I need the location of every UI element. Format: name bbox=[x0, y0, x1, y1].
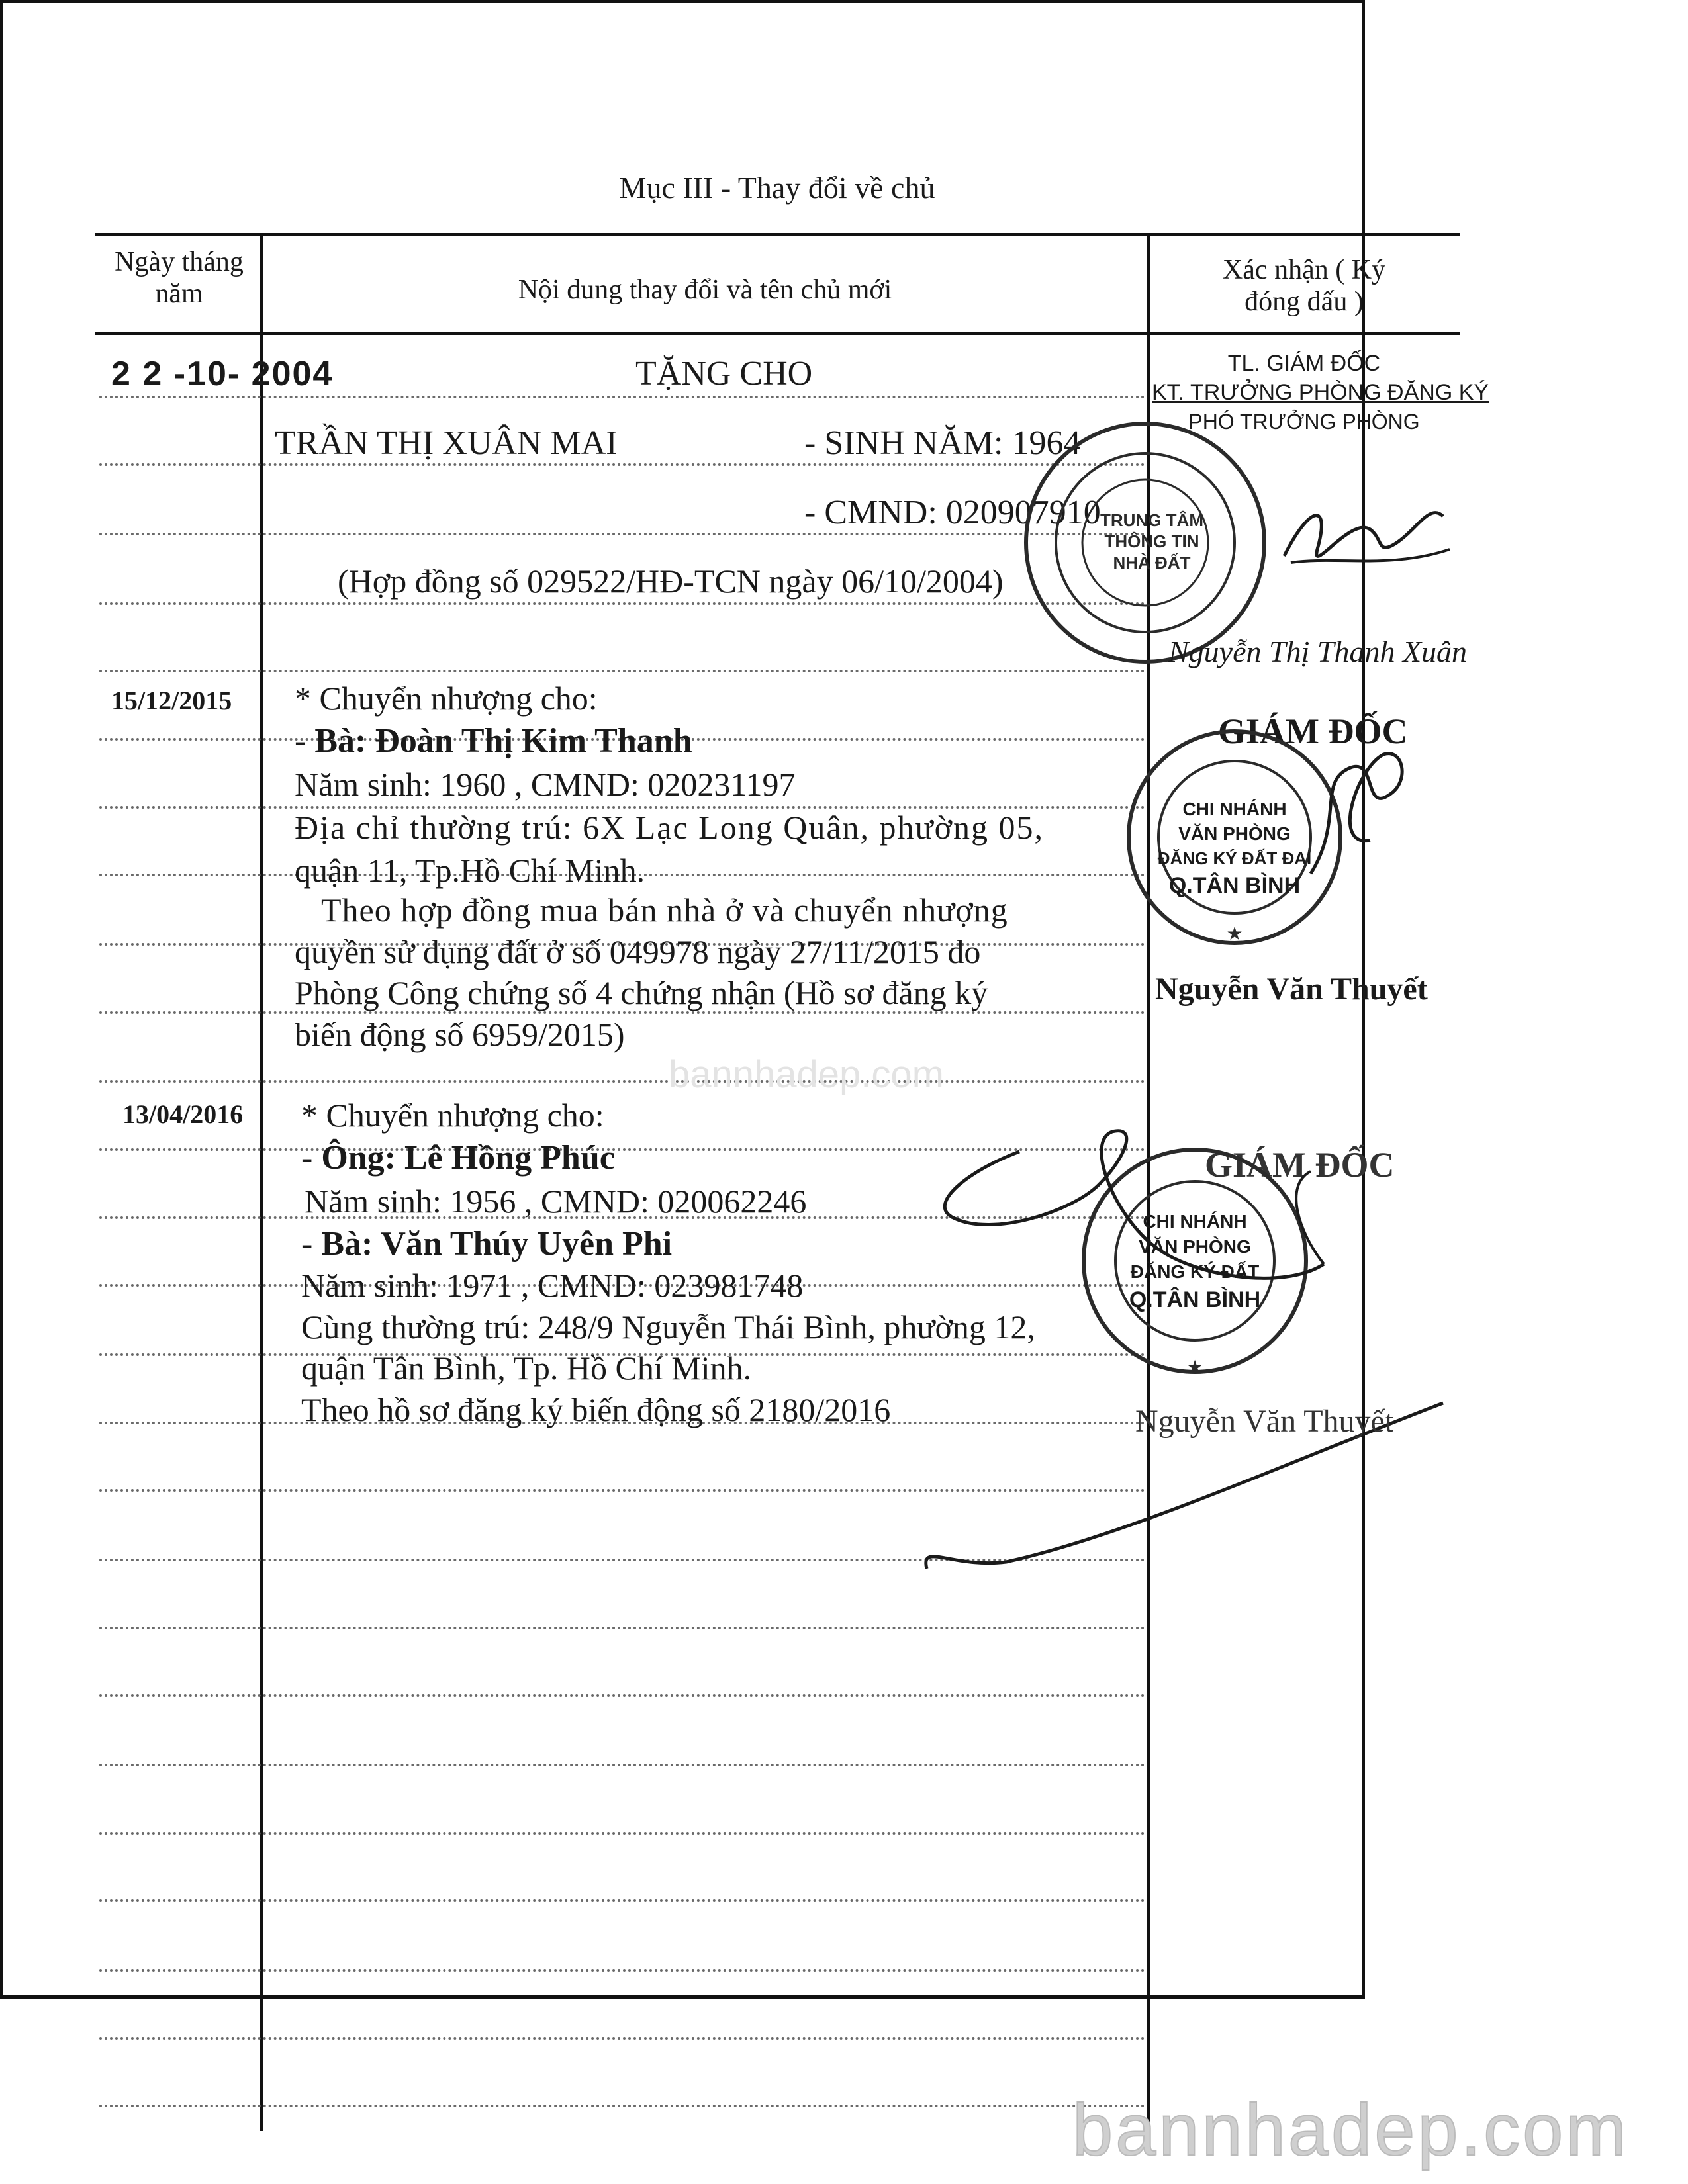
header-content: Nội dung thay đổi và tên chủ mới bbox=[518, 275, 892, 305]
sign-title-2: KT. TRƯỞNG PHÒNG ĐĂNG KÝ bbox=[1152, 380, 1489, 405]
signature-icon bbox=[1271, 477, 1456, 596]
entry-line-3: Năm sinh: 1956 , CMND: 020062246 bbox=[305, 1183, 807, 1220]
header-divider bbox=[95, 332, 1460, 335]
header-date: Ngày tháng năm bbox=[115, 247, 244, 309]
stamp-line-4: Q.TÂN BÌNH bbox=[1168, 873, 1301, 898]
entry-line-4: - Bà: Văn Thúy Uyên Phi bbox=[301, 1225, 673, 1263]
watermark-center: bannhadep.com bbox=[669, 1053, 944, 1096]
stamp-line-3: ĐĂNG KÝ ĐẤT ĐAI bbox=[1157, 848, 1312, 868]
stamp-line-3: ĐĂNG KÝ ĐẤT bbox=[1130, 1261, 1260, 1282]
birth-year: - SINH NĂM: 1964 bbox=[804, 424, 1081, 462]
stamp-line-2: VĂN PHÒNG bbox=[1139, 1236, 1251, 1257]
sign-title: GIÁM ĐỐC bbox=[1218, 711, 1408, 751]
signer-name: Nguyễn Thị Thanh Xuân bbox=[1168, 635, 1468, 668]
stamp-text: TRUNG TÂM THÔNG TIN NHÀ ĐẤT bbox=[1100, 510, 1203, 572]
id-number: - CMND: 020907910 bbox=[804, 494, 1101, 531]
sign-title-3: PHÓ TRƯỞNG PHÒNG bbox=[1188, 410, 1420, 433]
sign-title: GIÁM ĐỐC bbox=[1205, 1145, 1395, 1185]
svg-text:★: ★ bbox=[1186, 1357, 1203, 1378]
entry-line-8: Phòng Công chứng số 4 chứng nhận (Hồ sơ đăng ký bbox=[295, 974, 988, 1011]
entry-line-8: Theo hồ sơ đăng ký biến động số 2180/2016 bbox=[301, 1391, 891, 1428]
entry-date: 15/12/2015 bbox=[111, 686, 232, 715]
entry-line-6: Cùng thường trú: 248/9 Nguyễn Thái Bình, phường 12, bbox=[301, 1308, 1035, 1345]
signature-icon bbox=[1291, 741, 1423, 893]
entry-line-2: - Ông: Lê Hồng Phúc bbox=[301, 1139, 615, 1177]
owner-name: TRẦN THỊ XUÂN MAI bbox=[275, 424, 618, 462]
date-column-divider bbox=[260, 233, 263, 2131]
svg-text:★: ★ bbox=[1226, 924, 1243, 944]
section-title: Mục III - Thay đổi về chủ bbox=[619, 171, 935, 205]
entry-line-7: quận Tân Bình, Tp. Hồ Chí Minh. bbox=[301, 1349, 752, 1387]
sign-title-1: TL. GIÁM ĐỐC bbox=[1227, 351, 1381, 376]
stamp-line-2: VĂN PHÒNG bbox=[1178, 823, 1291, 844]
title-divider bbox=[95, 233, 1460, 236]
entry-line-9: biến động số 6959/2015) bbox=[295, 1016, 625, 1053]
entry-line-7: quyền sử dụng đất ở số 049978 ngày 27/11/2015 do bbox=[295, 933, 981, 970]
entry-line-3: Năm sinh: 1960 , CMND: 020231197 bbox=[295, 766, 796, 803]
entry-line-5: quận 11, Tp.Hồ Chí Minh. bbox=[295, 852, 645, 889]
entry-date: 2 2 -10- 2004 bbox=[111, 355, 334, 393]
entry-title: TẶNG CHO bbox=[635, 355, 813, 392]
entry-line-4: Địa chỉ thường trú: 6X Lạc Long Quân, phường 05, bbox=[295, 809, 1045, 846]
stamp-line-1: CHI NHÁNH bbox=[1143, 1211, 1247, 1232]
contract-ref: (Hợp đồng số 029522/HĐ-TCN ngày 06/10/2004) bbox=[338, 563, 1004, 600]
entry-line-6: Theo hợp đồng mua bán nhà ở và chuyển nhượng bbox=[321, 891, 1008, 929]
stamp-line-1: CHI NHÁNH bbox=[1182, 799, 1287, 819]
stamp-line-4: Q.TÂN BÌNH bbox=[1129, 1287, 1261, 1312]
entry-line-1: * Chuyển nhượng cho: bbox=[295, 680, 598, 717]
entry-line-5: Năm sinh: 1971 , CMND: 023981748 bbox=[301, 1267, 804, 1304]
entry-line-2: - Bà: Đoàn Thị Kim Thanh bbox=[295, 722, 692, 760]
header-confirm: Xác nhận ( Ký đóng dấu ) bbox=[1222, 255, 1386, 317]
signature-icon bbox=[914, 1112, 1456, 1602]
entry-date: 13/04/2016 bbox=[122, 1099, 244, 1129]
entry-line-1: * Chuyển nhượng cho: bbox=[301, 1097, 604, 1134]
watermark-bottom: bannhadep.com bbox=[1072, 2089, 1629, 2171]
signer-name: Nguyễn Văn Thuyết bbox=[1155, 972, 1428, 1007]
signer-name: Nguyễn Văn Thuyết bbox=[1135, 1404, 1394, 1439]
